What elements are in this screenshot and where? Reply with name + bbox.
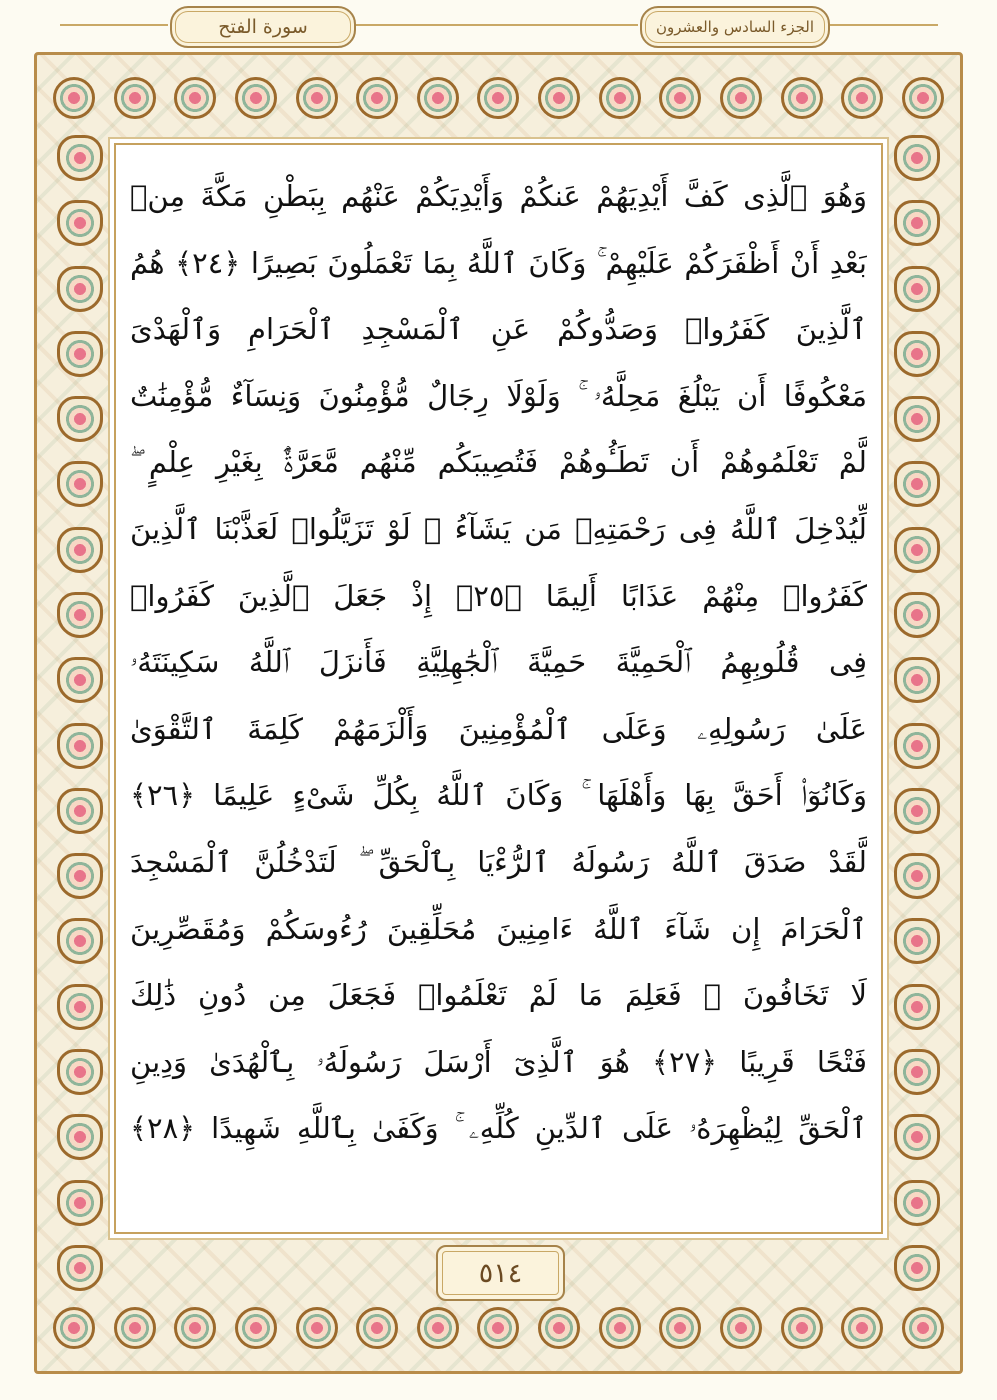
ornament-band-bottom: [53, 1299, 944, 1357]
verse-line: فِى قُلُوبِهِمُ ٱلْحَمِيَّةَ حَمِيَّةَ ٱلْجَٰهِلِيَّةِ فَأَنزَلَ ٱللَّهُ سَكِينَتَهُۥ: [130, 645, 867, 680]
verse-line: مَعْكُوفًا أَن يَبْلُغَ مَحِلَّهُۥ ۚ وَلَوْلَا رِجَالٌ مُّؤْمِنُونَ وَنِسَآءٌ مُّؤْمِنَٰتٌ: [130, 378, 867, 413]
floral-ornament-icon: [114, 1307, 156, 1349]
verse-line: ٱلَّذِينَ كَفَرُوا۟ وَصَدُّوكُمْ عَنِ ٱلْمَسْجِدِ ٱلْحَرَامِ وَٱلْهَدْىَ: [130, 312, 867, 347]
floral-ornament-icon: [57, 853, 103, 899]
floral-ornament-icon: [894, 396, 940, 442]
floral-ornament-icon: [894, 592, 940, 638]
floral-ornament-icon: [659, 1307, 701, 1349]
floral-ornament-icon: [174, 1307, 216, 1349]
verse-line: ٱلْحَقِّ لِيُظْهِرَهُۥ عَلَى ٱلدِّينِ كُلِّهِۦ ۚ وَكَفَىٰ بِٱللَّهِ شَهِيدًا ﴿٢٨﴾: [130, 1111, 867, 1146]
floral-ornament-icon: [53, 77, 95, 119]
floral-ornament-icon: [174, 77, 216, 119]
floral-ornament-icon: [57, 1180, 103, 1226]
ornament-band-right: [888, 135, 946, 1291]
floral-ornament-icon: [720, 1307, 762, 1349]
header-rule-left: [60, 24, 168, 26]
floral-ornament-icon: [894, 723, 940, 769]
quran-text-panel: [114, 143, 883, 1234]
juz-name: الجزء السادس والعشرون: [655, 18, 815, 36]
floral-ornament-icon: [894, 266, 940, 312]
floral-ornament-icon: [894, 1180, 940, 1226]
floral-ornament-icon: [599, 1307, 641, 1349]
floral-ornament-icon: [235, 77, 277, 119]
floral-ornament-icon: [53, 1307, 95, 1349]
header-rule-right: [828, 24, 938, 26]
surah-name-cartouche: [170, 6, 356, 48]
floral-ornament-icon: [417, 77, 459, 119]
verse-line: ٱلْحَرَامَ إِن شَآءَ ٱللَّهُ ءَامِنِينَ مُحَلِّقِينَ رُءُوسَكُمْ وَمُقَصِّرِينَ: [130, 911, 867, 946]
verse-line: لَّقَدْ صَدَقَ ٱللَّهُ رَسُولَهُ ٱلرُّءْيَا بِٱلْحَقِّ ۖ لَتَدْخُلُنَّ ٱلْمَسْجِدَ: [130, 844, 867, 879]
verse-line: فَتْحًا قَرِيبًا ﴿٢٧﴾ هُوَ ٱلَّذِىٓ أَرْسَلَ رَسُولَهُۥ بِٱلْهُدَىٰ وَدِينِ: [130, 1044, 867, 1079]
floral-ornament-icon: [57, 527, 103, 573]
floral-ornament-icon: [538, 1307, 580, 1349]
floral-ornament-icon: [720, 77, 762, 119]
verse-line: لَا تَخَافُونَ ۖ فَعَلِمَ مَا لَمْ تَعْلَمُوا۟ فَجَعَلَ مِن دُونِ ذَٰلِكَ: [130, 978, 867, 1013]
floral-ornament-icon: [894, 1049, 940, 1095]
floral-ornament-icon: [57, 135, 103, 181]
floral-ornament-icon: [902, 1307, 944, 1349]
surah-name: سورة الفتح: [218, 16, 308, 38]
floral-ornament-icon: [57, 461, 103, 507]
ornament-band-top: [53, 69, 944, 127]
floral-ornament-icon: [781, 77, 823, 119]
floral-ornament-icon: [57, 396, 103, 442]
floral-ornament-icon: [57, 984, 103, 1030]
floral-ornament-icon: [417, 1307, 459, 1349]
page-number: ٥١٤: [478, 1257, 523, 1289]
floral-ornament-icon: [477, 77, 519, 119]
floral-ornament-icon: [894, 1114, 940, 1160]
floral-ornament-icon: [356, 77, 398, 119]
floral-ornament-icon: [57, 723, 103, 769]
verse-line: بَعْدِ أَنْ أَظْفَرَكُمْ عَلَيْهِمْ ۚ وَكَانَ ٱللَّهُ بِمَا تَعْمَلُونَ بَصِيرًا ﴿٢٤﴾ هُمُ: [130, 245, 867, 280]
floral-ornament-icon: [57, 657, 103, 703]
verse-lines: [130, 163, 867, 1162]
floral-ornament-icon: [894, 200, 940, 246]
floral-ornament-icon: [894, 853, 940, 899]
verse-line: لِّيُدْخِلَ ٱللَّهُ فِى رَحْمَتِهِۦ مَن يَشَآءُ ۚ لَوْ تَزَيَّلُوا۟ لَعَذَّبْنَا ٱلَّذِينَ: [130, 511, 867, 546]
verse-line: عَلَىٰ رَسُولِهِۦ وَعَلَى ٱلْمُؤْمِنِينَ وَأَلْزَمَهُمْ كَلِمَةَ ٱلتَّقْوَىٰ: [130, 711, 867, 746]
floral-ornament-icon: [894, 984, 940, 1030]
verse-line: كَفَرُوا۟ مِنْهُمْ عَذَابًا أَلِيمًا ﴿٢٥﴾ إِذْ جَعَلَ ٱلَّذِينَ كَفَرُوا۟: [130, 578, 867, 613]
floral-ornament-icon: [296, 1307, 338, 1349]
floral-ornament-icon: [57, 918, 103, 964]
floral-ornament-icon: [894, 918, 940, 964]
floral-ornament-icon: [235, 1307, 277, 1349]
floral-ornament-icon: [894, 657, 940, 703]
juz-name-cartouche: [640, 6, 830, 48]
floral-ornament-icon: [894, 461, 940, 507]
floral-ornament-icon: [781, 1307, 823, 1349]
floral-ornament-icon: [57, 200, 103, 246]
verse-line: وَهُوَ ٱلَّذِى كَفَّ أَيْدِيَهُمْ عَنكُمْ وَأَيْدِيَكُمْ عَنْهُم بِبَطْنِ مَكَّةَ مِنۢ: [130, 179, 867, 213]
ornament-band-left: [51, 135, 109, 1291]
floral-ornament-icon: [57, 266, 103, 312]
floral-ornament-icon: [477, 1307, 519, 1349]
floral-ornament-icon: [57, 1245, 103, 1291]
header-rule-middle: [354, 24, 638, 26]
floral-ornament-icon: [894, 135, 940, 181]
floral-ornament-icon: [841, 1307, 883, 1349]
verse-line: لَّمْ تَعْلَمُوهُمْ أَن تَطَـُٔوهُمْ فَتُصِيبَكُم مِّنْهُم مَّعَرَّةٌۢ بِغَيْرِ عِلْمٍ ۖ: [130, 445, 867, 480]
floral-ornament-icon: [894, 788, 940, 834]
floral-ornament-icon: [538, 77, 580, 119]
floral-ornament-icon: [57, 1114, 103, 1160]
floral-ornament-icon: [57, 1049, 103, 1095]
floral-ornament-icon: [57, 331, 103, 377]
floral-ornament-icon: [599, 77, 641, 119]
floral-ornament-icon: [114, 77, 156, 119]
floral-ornament-icon: [57, 788, 103, 834]
floral-ornament-icon: [902, 77, 944, 119]
floral-ornament-icon: [659, 77, 701, 119]
floral-ornament-icon: [356, 1307, 398, 1349]
verse-line: وَكَانُوٓا۟ أَحَقَّ بِهَا وَأَهْلَهَا ۚ وَكَانَ ٱللَّهُ بِكُلِّ شَىْءٍ عَلِيمًا ﴿٢٦﴾: [130, 778, 867, 813]
floral-ornament-icon: [894, 1245, 940, 1291]
floral-ornament-icon: [894, 527, 940, 573]
floral-ornament-icon: [296, 77, 338, 119]
page-number-cartouche: [436, 1245, 565, 1301]
floral-ornament-icon: [894, 331, 940, 377]
floral-ornament-icon: [57, 592, 103, 638]
floral-ornament-icon: [841, 77, 883, 119]
